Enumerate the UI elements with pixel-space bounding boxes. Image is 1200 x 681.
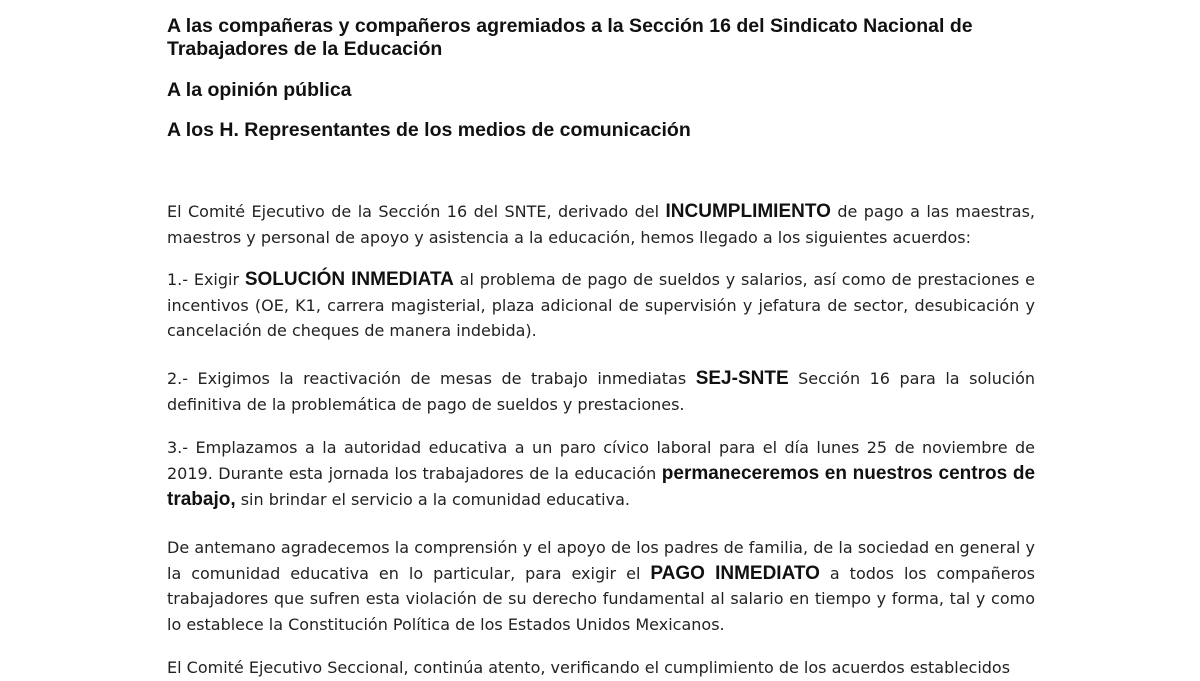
final-paragraph-partial: El Comité Ejecutivo Seccional, continúa atento, verificando el cumplimiento de los acuerdos establecidos	[167, 658, 1011, 677]
agreement-2-emphasis: SEJ-SNTE	[695, 368, 789, 389]
intro-paragraph	[167, 199, 1035, 250]
intro-text-after: de pago a las maestras, maestros y personal de apoyo y asistencia a la educación, hemos llegado a los siguientes acuerdos:	[167, 202, 1036, 247]
agreement-2-after: Sección 16 para la solución definitiva de la problemática de pago de sueldos y prestaciones.	[167, 369, 1036, 414]
agreement-3	[167, 435, 1035, 513]
addressee-public-opinion: A la opinión pública	[167, 79, 352, 101]
agreement-3-after: sin brindar el servicio a la comunidad educativa.	[235, 489, 630, 509]
agreement-1-before: 1.- Exigir	[167, 270, 245, 289]
agreement-1-emphasis: SOLUCIÓN INMEDIATA	[244, 269, 454, 290]
agreement-1-after: al problema de pago de sueldos y salarios, así como de prestaciones e incentivos (OE, K1, carrera magisterial, plaza adicional de supervisión y jefatura de sector, desubicación y cancelación de cheques de manera indebida).	[167, 270, 1035, 340]
agreement-1	[167, 267, 1035, 344]
agreement-3-before: 3.- Emplazamos a la autoridad educativa a un paro cívico laboral para el día lunes 25 de noviembre de 2019. Durante esta jornada los trabajadores de la educación	[167, 438, 1035, 483]
agreement-2	[167, 366, 1035, 417]
closing-emphasis: PAGO INMEDIATO	[650, 562, 820, 584]
closing-after: a todos los compañeros trabajadores que sufren esta violación de su derecho fundamental al salario en tiempo y forma, tal y como lo establece la Constitución Política de los Estados Unidos Mexicanos.	[167, 563, 1035, 634]
closing-paragraph	[167, 535, 1035, 637]
addressee-union-members: A las compañeras y compañeros agremiados a la Sección 16 del Sindicato Nacional de Trabajadores de la Educación	[167, 15, 973, 60]
closing-before: De antemano agradecemos la comprensión y el apoyo de los padres de familia, de la sociedad en general y la comunidad educativa en lo particular, para exigir el	[167, 538, 1035, 583]
addressee-media: A los H. Representantes de los medios de comunicación	[167, 119, 691, 141]
agreement-3-emphasis: permaneceremos en nuestros centros de trabajo,	[167, 462, 1036, 510]
agreement-2-before: 2.- Exigimos la reactivación de mesas de trabajo inmediatas	[167, 369, 696, 388]
intro-emphasis: INCUMPLIMIENTO	[665, 201, 831, 222]
intro-text-before: El Comité Ejecutivo de la Sección 16 del SNTE, derivado del	[167, 202, 666, 221]
